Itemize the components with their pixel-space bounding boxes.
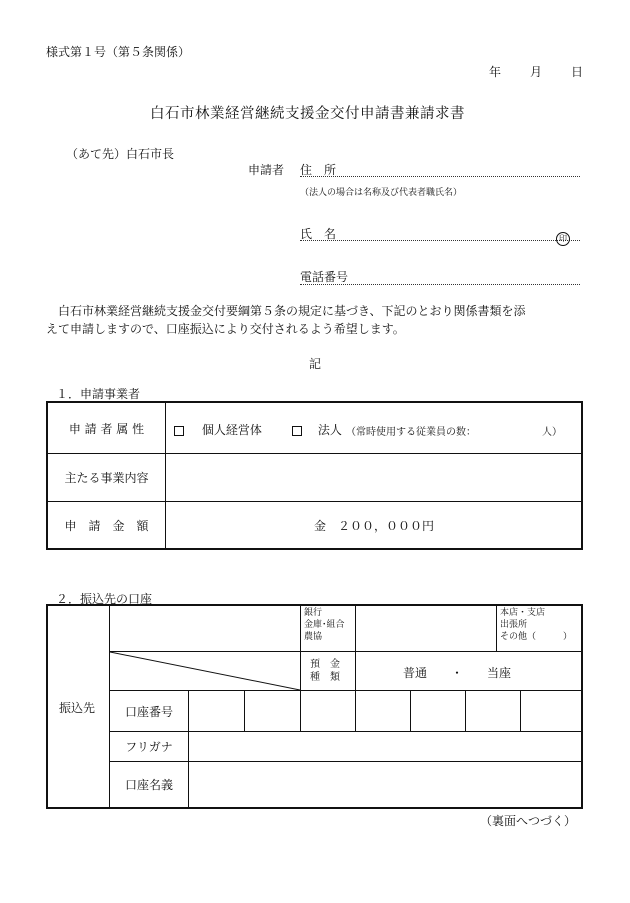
diagonal-line	[110, 651, 300, 691]
name-label: 氏 名	[300, 227, 337, 241]
ki-heading: 記	[309, 357, 322, 371]
bank-types: 銀行 金庫･組合 農協	[304, 608, 345, 642]
employees-unit: 人）	[542, 427, 562, 438]
account-name-label: 口座名義	[124, 778, 173, 792]
corporate-note: （法人の場合は名称及び代表者職氏名）	[300, 188, 463, 198]
date-month: 月	[530, 65, 543, 79]
transfer-label: 振込先	[59, 701, 96, 715]
corporation-label: 法人	[317, 423, 342, 437]
business-label: 主たる事業内容	[64, 471, 149, 485]
section2-heading: ２．振込先の口座	[56, 592, 153, 606]
individual-option[interactable]	[174, 421, 262, 438]
individual-checkbox[interactable]	[174, 426, 184, 436]
branch-types: 本店・支店 出張所 その他（ ）	[500, 608, 573, 642]
employees-note: （常時使用する従業員の数：	[346, 427, 476, 438]
seal-mark: 印	[556, 226, 570, 246]
addressee: （あて先）白石市長	[66, 147, 175, 161]
attribute-label: 申 請 者 属 性	[68, 421, 145, 436]
address-field[interactable]	[300, 176, 580, 177]
amount-value: 金 ２００，０００円	[313, 518, 434, 533]
business-field[interactable]	[166, 454, 582, 501]
corporation-option[interactable]	[292, 421, 342, 438]
amount-label: 申 請 金 額	[64, 518, 149, 533]
deposit-options[interactable]: 普通 ・ 当座	[403, 666, 512, 680]
form-number: 様式第１号（第５条関係）	[46, 45, 191, 59]
continued-note: （裏面へつづく）	[480, 814, 577, 828]
corporation-checkbox[interactable]	[292, 426, 302, 436]
document-title: 白石市林業経営継続支援金交付申請書兼請求書	[150, 106, 465, 122]
section1-heading: １．申請事業者	[56, 387, 141, 401]
body-text-line-2: えて申請しますので、口座振込により交付されるよう希望します。	[46, 322, 405, 336]
account-number-label: 口座番号	[124, 704, 173, 719]
furigana-label: フリガナ	[125, 740, 173, 754]
individual-label: 個人経営体	[201, 423, 262, 437]
date-day: 日	[571, 65, 584, 79]
applicant-label: 申請者	[248, 163, 285, 177]
date-year: 年	[489, 65, 502, 79]
name-field[interactable]	[300, 240, 580, 241]
phone-field[interactable]	[300, 284, 580, 285]
body-text-line-1: 白石市林業経営継続支援金交付要綱第５条の規定に基づき、下記のとおり関係書類を添	[46, 304, 526, 318]
deposit-type-label: 預 金 種 類	[310, 659, 340, 683]
phone-label: 電話番号	[300, 270, 349, 284]
address-label: 住 所	[300, 163, 337, 177]
